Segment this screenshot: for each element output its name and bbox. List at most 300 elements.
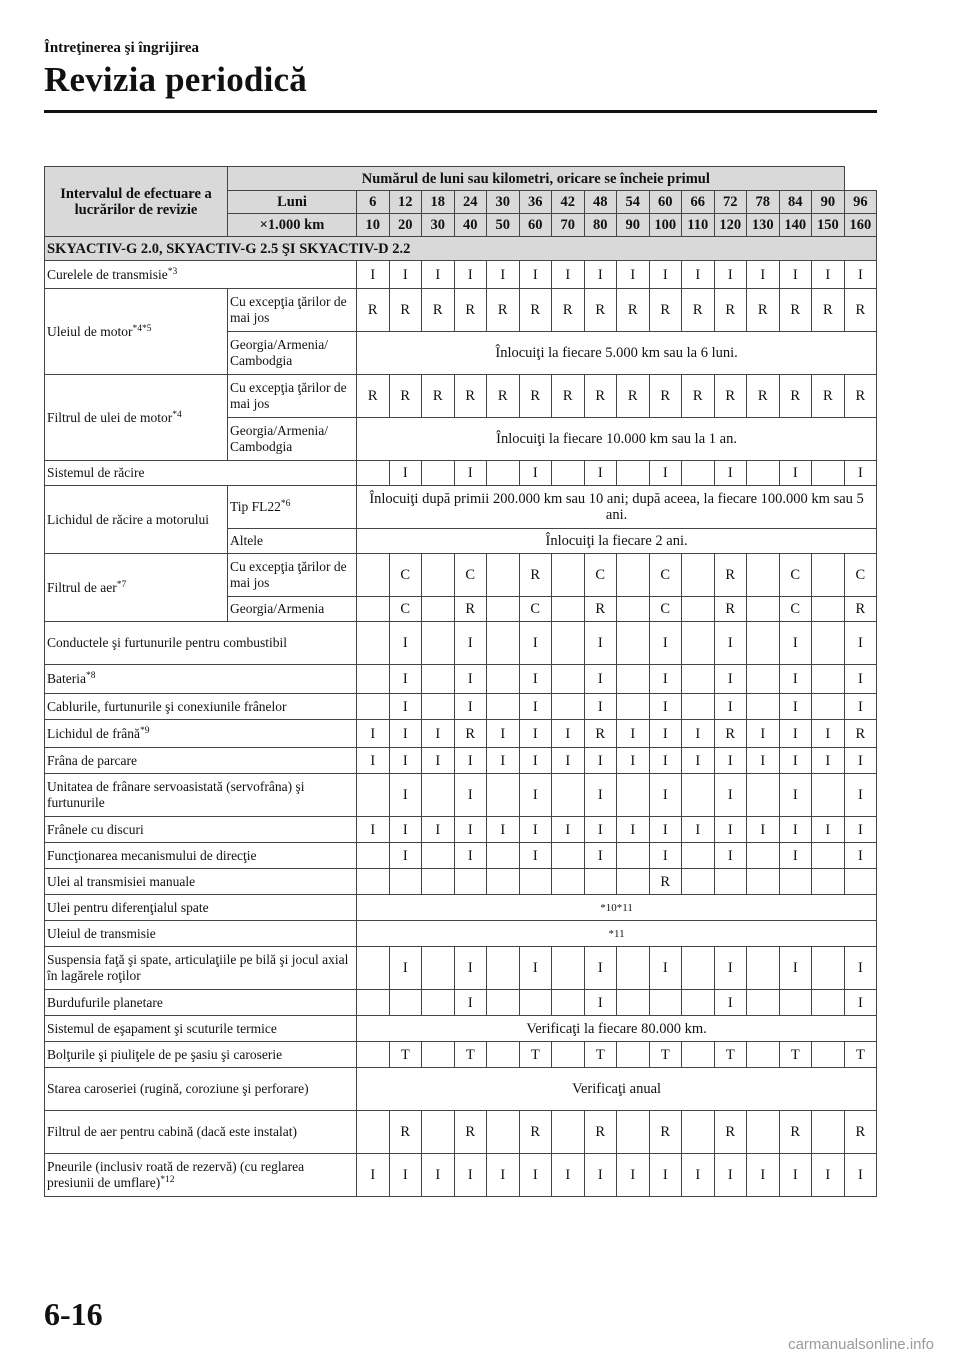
schedule-cell xyxy=(422,554,455,597)
schedule-cell-text: T xyxy=(465,1046,475,1063)
month-value-text: 30 xyxy=(495,194,510,210)
item-sublabel-text: Georgia/Armenia xyxy=(230,601,325,616)
item-label xyxy=(45,554,228,622)
km-value-text: 120 xyxy=(719,217,742,233)
section-label: Întreţinerea şi îngrijirea xyxy=(44,40,199,56)
schedule-cell xyxy=(844,694,877,720)
schedule-cell-text: I xyxy=(857,787,863,803)
km-value xyxy=(714,214,747,237)
item-label xyxy=(45,1016,357,1042)
item-label-text: Funcţionarea mecanismului de direcţie xyxy=(47,847,257,863)
item-note xyxy=(357,1068,877,1111)
schedule-cell xyxy=(649,261,682,289)
schedule-cell xyxy=(714,1042,747,1068)
section-row xyxy=(45,237,877,261)
schedule-cell-text: I xyxy=(597,752,603,769)
schedule-cell xyxy=(454,990,487,1016)
schedule-cell xyxy=(422,748,455,774)
schedule-cell xyxy=(714,720,747,748)
schedule-cell-text: I xyxy=(662,465,668,481)
month-value xyxy=(519,191,552,214)
schedule-cell xyxy=(812,990,845,1016)
schedule-cell xyxy=(357,261,390,289)
schedule-cell-text: I xyxy=(597,465,603,481)
schedule-cell xyxy=(487,694,520,720)
schedule-cell xyxy=(747,817,780,843)
schedule-cell xyxy=(584,597,617,622)
schedule-cell xyxy=(422,1042,455,1068)
group-header xyxy=(228,167,845,191)
schedule-cell xyxy=(812,774,845,817)
schedule-cell-text: I xyxy=(825,1167,831,1183)
schedule-cell-text: R xyxy=(855,725,866,742)
schedule-cell-text: I xyxy=(695,821,701,838)
km-value-text: 110 xyxy=(687,217,709,233)
schedule-cell xyxy=(649,843,682,869)
schedule-cell xyxy=(649,597,682,622)
schedule-cell xyxy=(552,947,585,990)
schedule-cell-text: R xyxy=(432,388,443,404)
schedule-cell xyxy=(617,720,650,748)
schedule-cell-text: C xyxy=(530,601,541,617)
schedule-cell-text: I xyxy=(825,266,831,283)
schedule-cell xyxy=(812,554,845,597)
schedule-cell-text: I xyxy=(402,465,408,481)
schedule-cell-text: R xyxy=(790,1124,801,1140)
month-value-text: 24 xyxy=(463,194,478,210)
schedule-cell xyxy=(422,261,455,289)
schedule-cell xyxy=(747,261,780,289)
schedule-cell-text: R xyxy=(465,302,476,318)
footnote-ref: *4 xyxy=(172,409,182,420)
schedule-cell xyxy=(779,774,812,817)
schedule-cell xyxy=(812,1042,845,1068)
schedule-cell xyxy=(519,597,552,622)
schedule-cell-text: I xyxy=(435,266,441,283)
item-note-text: *10*11 xyxy=(600,901,633,914)
schedule-cell xyxy=(552,461,585,486)
schedule-cell xyxy=(389,990,422,1016)
schedule-cell xyxy=(454,774,487,817)
schedule-cell xyxy=(812,261,845,289)
month-value xyxy=(454,191,487,214)
km-value xyxy=(649,214,682,237)
row-cooling xyxy=(45,461,877,486)
schedule-cell xyxy=(422,990,455,1016)
schedule-cell xyxy=(844,720,877,748)
km-value-text: 160 xyxy=(849,217,872,233)
schedule-cell-text: I xyxy=(857,847,863,864)
schedule-cell-text: I xyxy=(467,671,473,687)
schedule-cell xyxy=(454,817,487,843)
schedule-cell xyxy=(389,1154,422,1197)
km-value-text: 140 xyxy=(784,217,807,233)
schedule-cell-text: R xyxy=(725,388,736,404)
schedule-cell-text: T xyxy=(595,1046,605,1063)
schedule-cell-text: I xyxy=(565,752,571,769)
schedule-cell-text: I xyxy=(467,994,473,1011)
schedule-cell xyxy=(552,261,585,289)
schedule-cell-text: I xyxy=(370,1167,376,1183)
schedule-cell xyxy=(552,720,585,748)
schedule-cell-text: I xyxy=(825,752,831,769)
schedule-cell xyxy=(519,947,552,990)
item-label xyxy=(45,261,357,289)
schedule-cell-text: I xyxy=(597,698,603,715)
schedule-cell xyxy=(422,289,455,332)
schedule-cell xyxy=(519,720,552,748)
schedule-cell xyxy=(519,622,552,665)
schedule-cell xyxy=(422,720,455,748)
schedule-cell-text: I xyxy=(727,847,733,864)
schedule-cell xyxy=(422,665,455,694)
schedule-cell-text: R xyxy=(595,601,606,617)
schedule-cell-text: I xyxy=(467,266,473,283)
item-label xyxy=(45,921,357,947)
schedule-cell-text: I xyxy=(727,266,733,283)
schedule-cell xyxy=(682,461,715,486)
schedule-cell xyxy=(812,1111,845,1154)
schedule-cell xyxy=(649,461,682,486)
schedule-cell xyxy=(389,817,422,843)
schedule-cell xyxy=(682,1111,715,1154)
schedule-cell xyxy=(584,554,617,597)
km-value xyxy=(454,214,487,237)
schedule-cell xyxy=(422,597,455,622)
km-value xyxy=(552,214,585,237)
row-brake-fluid xyxy=(45,720,877,748)
schedule-cell-text: I xyxy=(532,787,538,803)
month-value-text: 90 xyxy=(820,194,836,210)
item-label-text: Cablurile, furtunurile şi conexiunile frânelor xyxy=(47,698,287,714)
month-value xyxy=(357,191,390,214)
schedule-cell-text: I xyxy=(630,821,636,838)
schedule-cell xyxy=(584,694,617,720)
km-value-text: 10 xyxy=(365,217,380,233)
schedule-cell xyxy=(682,694,715,720)
item-label-text: Conductele şi furtunurile pentru combustibil xyxy=(47,635,287,650)
schedule-cell-text: I xyxy=(792,465,798,481)
schedule-cell-text: I xyxy=(857,635,863,651)
schedule-cell xyxy=(552,748,585,774)
km-value xyxy=(812,214,845,237)
schedule-cell xyxy=(454,554,487,597)
schedule-cell-text: C xyxy=(660,601,671,617)
schedule-cell-text: R xyxy=(692,302,703,318)
km-value xyxy=(617,214,650,237)
schedule-cell xyxy=(422,694,455,720)
schedule-cell xyxy=(454,665,487,694)
schedule-cell xyxy=(714,597,747,622)
schedule-cell xyxy=(714,1154,747,1197)
schedule-cell-text: R xyxy=(595,1124,606,1140)
row-power-brake xyxy=(45,774,877,817)
schedule-cell xyxy=(682,817,715,843)
schedule-cell xyxy=(357,817,390,843)
schedule-cell xyxy=(584,261,617,289)
schedule-cell xyxy=(844,622,877,665)
schedule-cell xyxy=(519,1154,552,1197)
row-cabin-filter xyxy=(45,1111,877,1154)
schedule-cell xyxy=(357,1154,390,1197)
schedule-cell-text: I xyxy=(467,960,473,976)
schedule-cell xyxy=(779,622,812,665)
schedule-cell xyxy=(487,461,520,486)
month-value xyxy=(714,191,747,214)
schedule-cell-text: I xyxy=(532,1167,538,1183)
km-label-text: ×1.000 km xyxy=(259,217,325,233)
row-tires xyxy=(45,1154,877,1197)
item-label xyxy=(45,947,357,990)
schedule-cell xyxy=(519,289,552,332)
schedule-cell xyxy=(357,622,390,665)
schedule-cell-text: I xyxy=(532,671,538,687)
schedule-cell-text: R xyxy=(855,388,866,404)
schedule-cell xyxy=(844,554,877,597)
schedule-cell xyxy=(682,774,715,817)
schedule-cell-text: I xyxy=(857,465,863,481)
schedule-cell xyxy=(552,597,585,622)
schedule-cell xyxy=(682,375,715,418)
schedule-cell-text: I xyxy=(435,752,441,769)
schedule-cell xyxy=(422,869,455,895)
schedule-cell xyxy=(747,774,780,817)
schedule-cell xyxy=(682,665,715,694)
schedule-cell xyxy=(779,375,812,418)
schedule-cell xyxy=(487,1154,520,1197)
schedule-cell-text: R xyxy=(400,302,411,318)
schedule-cell-text: I xyxy=(402,787,408,803)
schedule-cell xyxy=(519,843,552,869)
km-value-text: 60 xyxy=(528,217,543,233)
schedule-cell-text: I xyxy=(467,821,473,838)
row-exhaust xyxy=(45,1016,877,1042)
item-label-text: Uleiul de transmisie xyxy=(47,925,156,941)
engine-section-title-text: SKYACTIV-G 2.0, SKYACTIV-G 2.5 ŞI SKYACTIV-D 2.2 xyxy=(47,240,411,257)
schedule-cell-text: I xyxy=(792,635,798,651)
item-sublabel xyxy=(228,554,357,597)
item-label xyxy=(45,817,357,843)
schedule-cell xyxy=(552,843,585,869)
schedule-cell xyxy=(682,990,715,1016)
month-value-text: 84 xyxy=(788,194,803,210)
schedule-cell xyxy=(357,461,390,486)
item-sublabel-text: Altele xyxy=(230,533,263,548)
schedule-cell-text: I xyxy=(825,821,831,838)
schedule-cell xyxy=(487,990,520,1016)
schedule-cell xyxy=(357,774,390,817)
schedule-cell xyxy=(552,554,585,597)
schedule-cell xyxy=(584,748,617,774)
schedule-cell xyxy=(357,947,390,990)
schedule-cell xyxy=(714,694,747,720)
schedule-cell xyxy=(747,947,780,990)
schedule-cell-text: I xyxy=(630,266,636,283)
schedule-cell xyxy=(454,947,487,990)
schedule-cell xyxy=(552,694,585,720)
schedule-cell-text: T xyxy=(790,1046,800,1063)
schedule-cell xyxy=(389,720,422,748)
month-value-text: 12 xyxy=(398,194,413,210)
schedule-cell xyxy=(747,1111,780,1154)
schedule-cell xyxy=(584,375,617,418)
schedule-cell xyxy=(779,869,812,895)
schedule-cell-text: I xyxy=(792,725,798,742)
schedule-cell-text: I xyxy=(532,698,538,715)
item-label-text: Uleiul de motor xyxy=(47,323,133,339)
schedule-cell-text: I xyxy=(565,821,571,838)
schedule-cell xyxy=(389,1111,422,1154)
schedule-cell-text: I xyxy=(792,821,798,838)
schedule-cell xyxy=(389,597,422,622)
schedule-cell-text: R xyxy=(660,1124,671,1140)
month-value xyxy=(584,191,617,214)
schedule-cell xyxy=(389,843,422,869)
schedule-cell xyxy=(844,289,877,332)
schedule-cell-text: I xyxy=(662,960,668,976)
schedule-cell xyxy=(682,597,715,622)
item-label-text: Frânele cu discuri xyxy=(47,821,144,837)
schedule-cell xyxy=(584,720,617,748)
schedule-cell xyxy=(747,597,780,622)
schedule-cell xyxy=(682,869,715,895)
schedule-cell xyxy=(519,869,552,895)
schedule-cell xyxy=(357,554,390,597)
schedule-cell xyxy=(682,1042,715,1068)
schedule-cell xyxy=(747,1154,780,1197)
item-label xyxy=(45,622,357,665)
schedule-cell xyxy=(487,261,520,289)
schedule-cell-text: R xyxy=(530,1124,541,1140)
schedule-cell-text: I xyxy=(370,752,376,769)
schedule-cell-text: R xyxy=(660,302,671,318)
item-label xyxy=(45,1068,357,1111)
schedule-cell-text: I xyxy=(695,752,701,769)
schedule-cell-text: R xyxy=(692,388,703,404)
schedule-cell xyxy=(487,1042,520,1068)
schedule-cell xyxy=(584,461,617,486)
schedule-cell-text: R xyxy=(822,302,833,318)
schedule-cell xyxy=(682,947,715,990)
schedule-cell xyxy=(519,554,552,597)
schedule-cell xyxy=(747,720,780,748)
schedule-cell xyxy=(454,720,487,748)
schedule-cell xyxy=(519,665,552,694)
schedule-cell-text: I xyxy=(435,1167,441,1183)
schedule-cell xyxy=(649,774,682,817)
schedule-cell xyxy=(487,869,520,895)
schedule-cell xyxy=(454,1154,487,1197)
schedule-cell-text: I xyxy=(532,725,538,742)
schedule-cell xyxy=(357,597,390,622)
schedule-cell xyxy=(584,869,617,895)
schedule-cell xyxy=(844,461,877,486)
schedule-cell xyxy=(649,1042,682,1068)
schedule-cell xyxy=(487,1111,520,1154)
schedule-cell-text: I xyxy=(792,752,798,769)
watermark: carmanualsonline.info xyxy=(788,1336,934,1353)
schedule-cell xyxy=(649,990,682,1016)
schedule-cell xyxy=(747,748,780,774)
row-brake-lines xyxy=(45,694,877,720)
schedule-cell xyxy=(812,694,845,720)
schedule-cell xyxy=(357,289,390,332)
item-note-text: Verificaţi la fiecare 80.000 km. xyxy=(526,1020,707,1037)
schedule-cell xyxy=(649,289,682,332)
schedule-cell-text: I xyxy=(467,698,473,715)
schedule-cell-text: I xyxy=(662,635,668,651)
schedule-cell-text: I xyxy=(402,821,408,838)
schedule-cell xyxy=(747,289,780,332)
schedule-cell xyxy=(357,1111,390,1154)
schedule-cell xyxy=(357,665,390,694)
month-value xyxy=(747,191,780,214)
schedule-cell xyxy=(779,843,812,869)
schedule-cell-text: I xyxy=(857,266,863,283)
schedule-cell xyxy=(422,1154,455,1197)
schedule-cell-text: I xyxy=(467,787,473,803)
item-label xyxy=(45,720,357,748)
schedule-cell-text: I xyxy=(857,698,863,715)
schedule-cell-text: R xyxy=(367,302,378,318)
schedule-cell-text: I xyxy=(662,847,668,864)
schedule-cell-text: T xyxy=(530,1046,540,1063)
schedule-cell xyxy=(552,622,585,665)
schedule-cell-text: R xyxy=(595,388,606,404)
schedule-cell-text: R xyxy=(790,388,801,404)
schedule-cell-text: R xyxy=(855,302,866,318)
item-label-text: Lichidul de frână xyxy=(47,725,140,741)
schedule-cell xyxy=(389,375,422,418)
schedule-cell-text: I xyxy=(370,821,376,838)
schedule-cell-text: I xyxy=(857,960,863,976)
schedule-cell xyxy=(487,597,520,622)
schedule-cell xyxy=(812,597,845,622)
schedule-cell xyxy=(487,843,520,869)
month-value-text: 78 xyxy=(755,194,770,210)
schedule-cell xyxy=(617,990,650,1016)
schedule-cell-text: I xyxy=(597,671,603,687)
schedule-cell-text: I xyxy=(597,821,603,838)
schedule-cell-text: R xyxy=(855,601,866,617)
schedule-cell xyxy=(649,748,682,774)
item-label xyxy=(45,289,228,375)
schedule-cell-text: I xyxy=(402,671,408,687)
schedule-cell-text: R xyxy=(497,388,508,404)
schedule-cell-text: I xyxy=(695,266,701,283)
footnote-ref: *9 xyxy=(139,725,150,736)
schedule-cell xyxy=(487,774,520,817)
schedule-cell xyxy=(357,843,390,869)
schedule-cell xyxy=(519,817,552,843)
schedule-cell xyxy=(552,990,585,1016)
item-sublabel-text: Cu excepţia ţărilor de mai jos xyxy=(230,559,347,590)
schedule-cell xyxy=(454,622,487,665)
item-label xyxy=(45,990,357,1016)
item-sublabel-text: Cu excepţia ţărilor de mai jos xyxy=(230,380,347,411)
schedule-cell xyxy=(812,289,845,332)
schedule-cell xyxy=(649,1111,682,1154)
schedule-cell-text: C xyxy=(465,567,476,583)
schedule-cell xyxy=(389,554,422,597)
schedule-cell xyxy=(714,665,747,694)
schedule-cell-text: I xyxy=(532,847,538,864)
schedule-cell xyxy=(617,694,650,720)
schedule-cell xyxy=(844,597,877,622)
schedule-cell xyxy=(844,869,877,895)
schedule-cell xyxy=(649,817,682,843)
schedule-cell xyxy=(617,622,650,665)
